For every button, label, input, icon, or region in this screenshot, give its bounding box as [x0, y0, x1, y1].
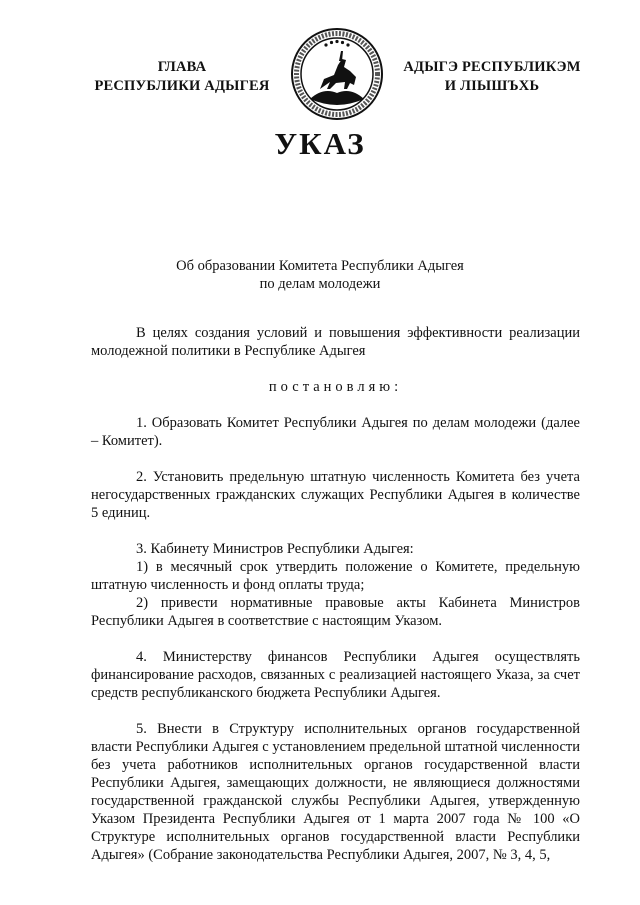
item-2: 2. Установить предельную штатную численность Комитета без учета негосударственных гражданских служащих Республики Адыгея в количестве 5 единиц.: [91, 469, 580, 521]
item-3-intro: 3. Кабинету Министров Республики Адыгея:: [136, 541, 414, 557]
item-3-1: 1) в месячный срок утвердить положение о Комитете, предельную штатную численность и фонд оплаты труда;: [91, 559, 580, 593]
document-subject: [0, 257, 640, 293]
item-5: 5. Внести в Структуру исполнительных органов государственной власти Республики Адыгея с установлением предельной штатной численности без учета работников исполнительных органов государственной власти Республики Адыгея, замещающих должности, не являющиеся должностями государственной гражданской службы Республики Адыгея, утвержденную Указом Президента Республики Адыгея от 1 марта 2007 года № 100 «О Структуре исполнительных органов государственной власти Республики Адыгея» (Собрание законодательства Республики Адыгея, 2007, № 3, 4, 5,: [91, 721, 580, 863]
header-left-line2: РЕСПУБЛИКИ АДЫГЕЯ: [94, 78, 270, 94]
subject-line1: Об образовании Комитета Республики Адыгея: [176, 258, 464, 274]
coat-of-arms-emblem: [290, 27, 384, 121]
header-left-line1: ГЛАВА: [157, 59, 207, 75]
resolve-word: постановляю:: [268, 379, 403, 395]
header-left: [82, 58, 282, 96]
header-right: [392, 58, 592, 96]
decree-body: [91, 324, 580, 864]
item-4: 4. Министерству финансов Республики Адыгея осуществлять финансирование расходов, связанных с реализацией настоящего Указа, за счет средств республиканского бюджета Республики Адыгея.: [91, 649, 580, 701]
item-1: 1. Образовать Комитет Республики Адыгея по делам молодежи (далее – Комитет).: [91, 415, 580, 449]
preamble: В целях создания условий и повышения эффективности реализации молодежной политики в Республике Адыгея: [91, 325, 580, 359]
subject-line2: по делам молодежи: [259, 276, 381, 292]
header-right-line2: И ЛІЫШЪХЬ: [444, 78, 540, 94]
item-3-2: 2) привести нормативные правовые акты Кабинета Министров Республики Адыгея в соответствие с настоящим Указом.: [91, 595, 580, 629]
header-right-line1: АДЫГЭ РЕСПУБЛИКЭМ: [403, 59, 581, 75]
document-title: УКАЗ: [274, 126, 366, 161]
